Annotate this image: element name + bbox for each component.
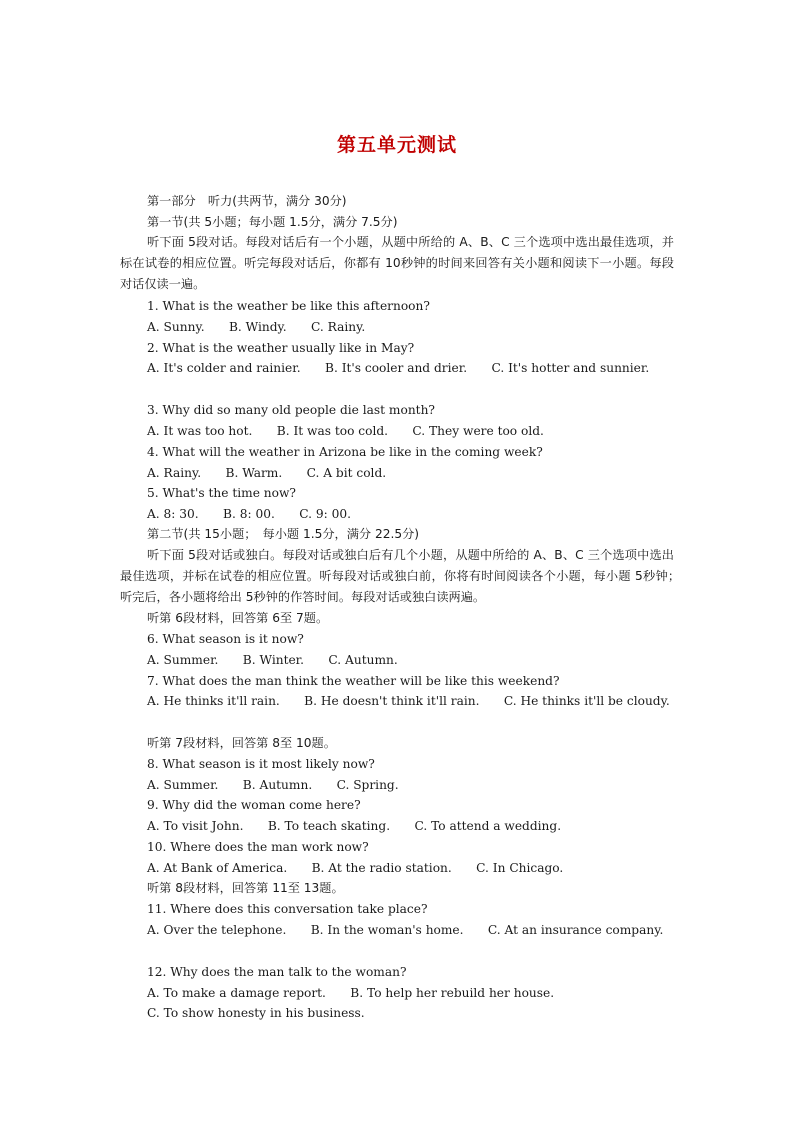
question-4-options: A. Rainy. B. Warm. C. A bit cold. <box>147 466 387 480</box>
part1-heading: 第一部分 听力(共两节，满分 30分) <box>147 194 347 208</box>
question-12-options-ab: A. To make a damage report. B. To help her rebuild her house. <box>147 986 555 1000</box>
material-8-heading: 听第 8段材料，回答第 11至 13题。 <box>147 881 344 895</box>
question-3-options: A. It was too hot. B. It was too cold. C. They were too old. <box>147 424 544 438</box>
question-2-options: A. It's colder and rainier. B. It's cooler and drier. C. It's hotter and sunnier. <box>147 361 650 375</box>
question-3: 3. Why did so many old people die last month? <box>147 403 435 417</box>
question-1-options: A. Sunny. B. Windy. C. Rainy. <box>147 320 366 334</box>
question-5-options: A. 8: 30. B. 8: 00. C. 9: 00. <box>147 507 351 521</box>
question-6: 6. What season is it now? <box>147 632 304 646</box>
question-7-options: A. He thinks it'll rain. B. He doesn't think it'll rain. C. He thinks it'll be cloudy. <box>147 694 670 708</box>
question-8: 8. What season is it most likely now? <box>147 757 375 771</box>
question-1: 1. What is the weather be like this afternoon? <box>147 299 430 313</box>
section1-heading: 第一节(共 5小题；每小题 1.5分，满分 7.5分) <box>147 215 398 229</box>
question-10: 10. Where does the man work now? <box>147 840 369 854</box>
question-11-options: A. Over the telephone. B. In the woman's home. C. At an insurance company. <box>147 923 664 937</box>
question-11: 11. Where does this conversation take place? <box>147 902 428 916</box>
question-10-options: A. At Bank of America. B. At the radio station. C. In Chicago. <box>147 861 564 875</box>
question-8-options: A. Summer. B. Autumn. C. Spring. <box>147 778 399 792</box>
section2-instructions: 听下面 5段对话或独白。每段对话或独白后有几个小题，从题中所给的 A、B、C 三个选项中选出最佳选项，并标在试卷的相应位置。听每段对话或独白前，你将有时间阅读各个小题，每小题 5秒钟； 听完后，各小题将给出 5秒钟的作答时间。每段对话或独白读两遍。 <box>120 548 687 604</box>
section2-heading: 第二节(共 15小题； 每小题 1.5分，满分 22.5分) <box>147 527 420 541</box>
material-6-heading: 听第 6段材料，回答第 6至 7题。 <box>147 611 329 625</box>
question-5: 5. What's the time now? <box>147 486 296 500</box>
question-2: 2. What is the weather usually like in May? <box>147 341 415 355</box>
question-12-option-c: C. To show honesty in his business. <box>147 1006 365 1020</box>
page-title: 第五单元测试 <box>336 134 457 156</box>
question-12: 12. Why does the man talk to the woman? <box>147 965 407 979</box>
question-9: 9. Why did the woman come here? <box>147 798 361 812</box>
question-9-options: A. To visit John. B. To teach skating. C. To attend a wedding. <box>147 819 562 833</box>
question-4: 4. What will the weather in Arizona be like in the coming week? <box>147 445 543 459</box>
section1-instructions: 听下面 5段对话。每段对话后有一个小题，从题中所给的 A、B、C 三个选项中选出最佳选项，并标在试卷的相应位置。听完每段对话后，你都有 10秒钟的时间来回答有关小题和阅读下一小题。每段对话仅读一遍。 <box>120 235 674 291</box>
question-7: 7. What does the man think the weather will be like this weekend? <box>147 674 560 688</box>
question-6-options: A. Summer. B. Winter. C. Autumn. <box>147 653 398 667</box>
material-7-heading: 听第 7段材料，回答第 8至 10题。 <box>147 736 336 750</box>
